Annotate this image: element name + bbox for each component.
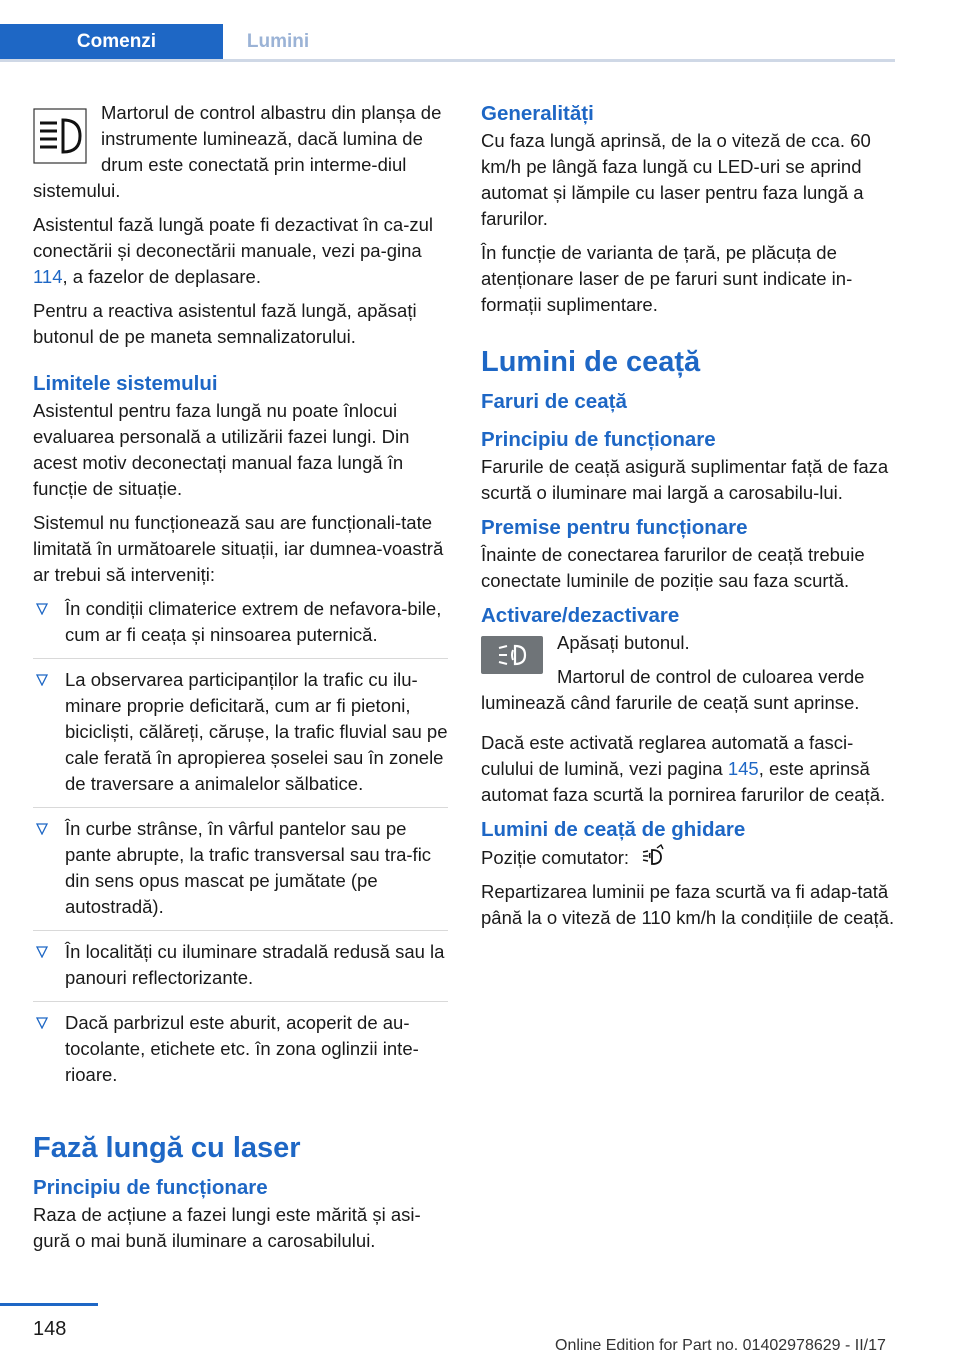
page-link-145[interactable]: 145 xyxy=(727,758,759,779)
tab-lumini-label: Lumini xyxy=(246,30,310,52)
heading-system-limits: Limitele sistemului xyxy=(33,372,218,395)
triangle-bullet-icon xyxy=(36,946,48,958)
high-beam-indicator-block xyxy=(33,100,448,212)
triangle-bullet-icon xyxy=(36,823,48,835)
paragraph-green-indicator: Martorul de control de culoarea verde luminează când farurile de ceață sunt aprinse. xyxy=(481,666,865,713)
paragraph-deactivate xyxy=(33,212,448,290)
left-column xyxy=(33,100,448,1262)
triangle-bullet-icon xyxy=(36,1017,48,1029)
intro-text: Martorul de control albastru din planșa de instrumente luminează, dacă lumina de drum este conectată prin interme-diul sistemului. xyxy=(33,102,442,201)
list-item-text: În localități cu iluminare stradală redusă sau la panouri reflectorizante. xyxy=(65,941,445,988)
paragraph-laser-range: Raza de acțiune a fazei lungi este mărită și asi-gură o mai bună iluminare a carosabilului. xyxy=(33,1204,421,1251)
paragraph-deactivate-a: Asistentul fază lungă poate fi dezactivat în ca-zul conectării și deconectării manuale, vezi pa-gina xyxy=(33,214,434,261)
edition-note: Online Edition for Part no. 01402978629 - II/17 xyxy=(555,1337,886,1354)
heading-activation: Activare/dezactivare xyxy=(481,604,680,627)
paragraph-premises: Înainte de conectarea farurilor de ceață trebuie conectate luminile de poziție sau faza scurtă. xyxy=(481,544,865,591)
tab-comenzi[interactable] xyxy=(0,24,223,59)
paragraph-situations: Sistemul nu funcționează sau are funcționali-tate limitată în următoarele situații, iar dumnea-voastră ar trebui să interveniți: xyxy=(33,512,444,585)
tab-comenzi-label: Comenzi xyxy=(76,30,157,52)
paragraph-auto-lighting-a: Dacă este activată reglarea automată a fasci-culului de lumină, vezi pagina xyxy=(481,732,854,779)
page-link-114[interactable]: 114 xyxy=(33,266,63,287)
situations-list xyxy=(33,596,448,1098)
header-tabbar xyxy=(0,24,895,62)
list-item xyxy=(33,816,448,931)
heading-general: Generalități xyxy=(481,102,594,125)
list-item xyxy=(33,1010,448,1098)
paragraph-auto-lighting-b: , este aprinsă automat faza scurtă la pornirea farurilor de ceață. xyxy=(481,758,886,805)
paragraph-fog-principle: Farurile de ceață asigură suplimentar față de faza scurtă o iluminare mai largă a carosabilu-lui. xyxy=(481,456,889,503)
list-item-text: În condiții climaterice extrem de nefavora-bile, cum ar fi ceața și ninsoarea puternică. xyxy=(65,598,442,645)
paragraph-switch-position xyxy=(481,844,896,871)
switch-position-label: Poziție comutator: xyxy=(481,847,630,868)
fog-light-button-icon[interactable] xyxy=(481,636,543,674)
tab-lumini[interactable] xyxy=(223,24,333,59)
high-beam-indicator-icon xyxy=(33,108,87,164)
list-item-text: La observarea participanților la trafic cu ilu-minare proprie deficitară, cum ar fi pietoni, bicicliști, călăreți, cărușe, la trafic fluvial sau pe cale ferată în apropierea șoselei sau în zonele de traversare a animalelor sălbatice. xyxy=(65,669,448,794)
paragraph-auto-lighting xyxy=(481,730,896,808)
page-number: 148 xyxy=(33,1318,67,1340)
list-item-text: Dacă parbrizul este aburit, acoperit de au-tocolante, etichete etc. în zona oglinzii inte-rioare. xyxy=(65,1012,419,1085)
triangle-bullet-icon xyxy=(36,603,48,615)
paragraph-press-button: Apăsați butonul. xyxy=(557,632,690,653)
fog-button-block xyxy=(481,630,896,724)
paragraph-limits: Asistentul pentru faza lungă nu poate înlocui evaluarea personală a utilizării fazei lungi. Din acest motiv deconectați manual faza lungă în funcție de situație. xyxy=(33,400,410,499)
heading-guide-fog-lights: Lumini de ceață de ghidare xyxy=(481,818,746,841)
heading-premises: Premise pentru funcționare xyxy=(481,516,748,539)
heading-principle-right: Principiu de funcționare xyxy=(481,428,716,451)
paragraph-reactivate: Pentru a reactiva asistentul fază lungă, apăsați butonul de pe maneta semnalizatorului. xyxy=(33,300,417,347)
fog-guide-switch-icon xyxy=(640,844,666,868)
header-rule xyxy=(0,59,895,62)
footer-rule xyxy=(0,1303,98,1306)
heading-fog-lights: Lumini de ceață xyxy=(481,346,701,378)
paragraph-general: Cu faza lungă aprinsă, de la o viteză de cca. 60 km/h pe lângă faza lungă cu LED-uri se aprind automat și lămpile cu laser pentru faza lungă a farurilor. xyxy=(481,130,871,229)
paragraph-country: În funcție de varianta de țară, pe plăcuța de atenționare laser de pe faruri sunt indicate in-formații suplimentare. xyxy=(481,242,853,315)
paragraph-fog-distribution: Repartizarea luminii pe faza scurtă va fi adap-tată până la o viteză de 110 km/h la condițiile de ceață. xyxy=(481,881,895,928)
list-item xyxy=(33,939,448,1002)
list-item-text: În curbe strânse, în vârful pantelor sau pe pante abrupte, la trafic transversal sau tra-fic din sens opus mascat pe jumătate (pe autostradă). xyxy=(65,818,432,917)
heading-laser-high-beam: Fază lungă cu laser xyxy=(33,1132,301,1164)
paragraph-deactivate-b: , a fazelor de deplasare. xyxy=(62,266,261,287)
heading-principle-left: Principiu de funcționare xyxy=(33,1176,268,1199)
heading-fog-headlights: Faruri de ceață xyxy=(481,390,627,413)
list-item xyxy=(33,667,448,808)
list-item xyxy=(33,596,448,659)
triangle-bullet-icon xyxy=(36,674,48,686)
right-column xyxy=(481,100,896,939)
